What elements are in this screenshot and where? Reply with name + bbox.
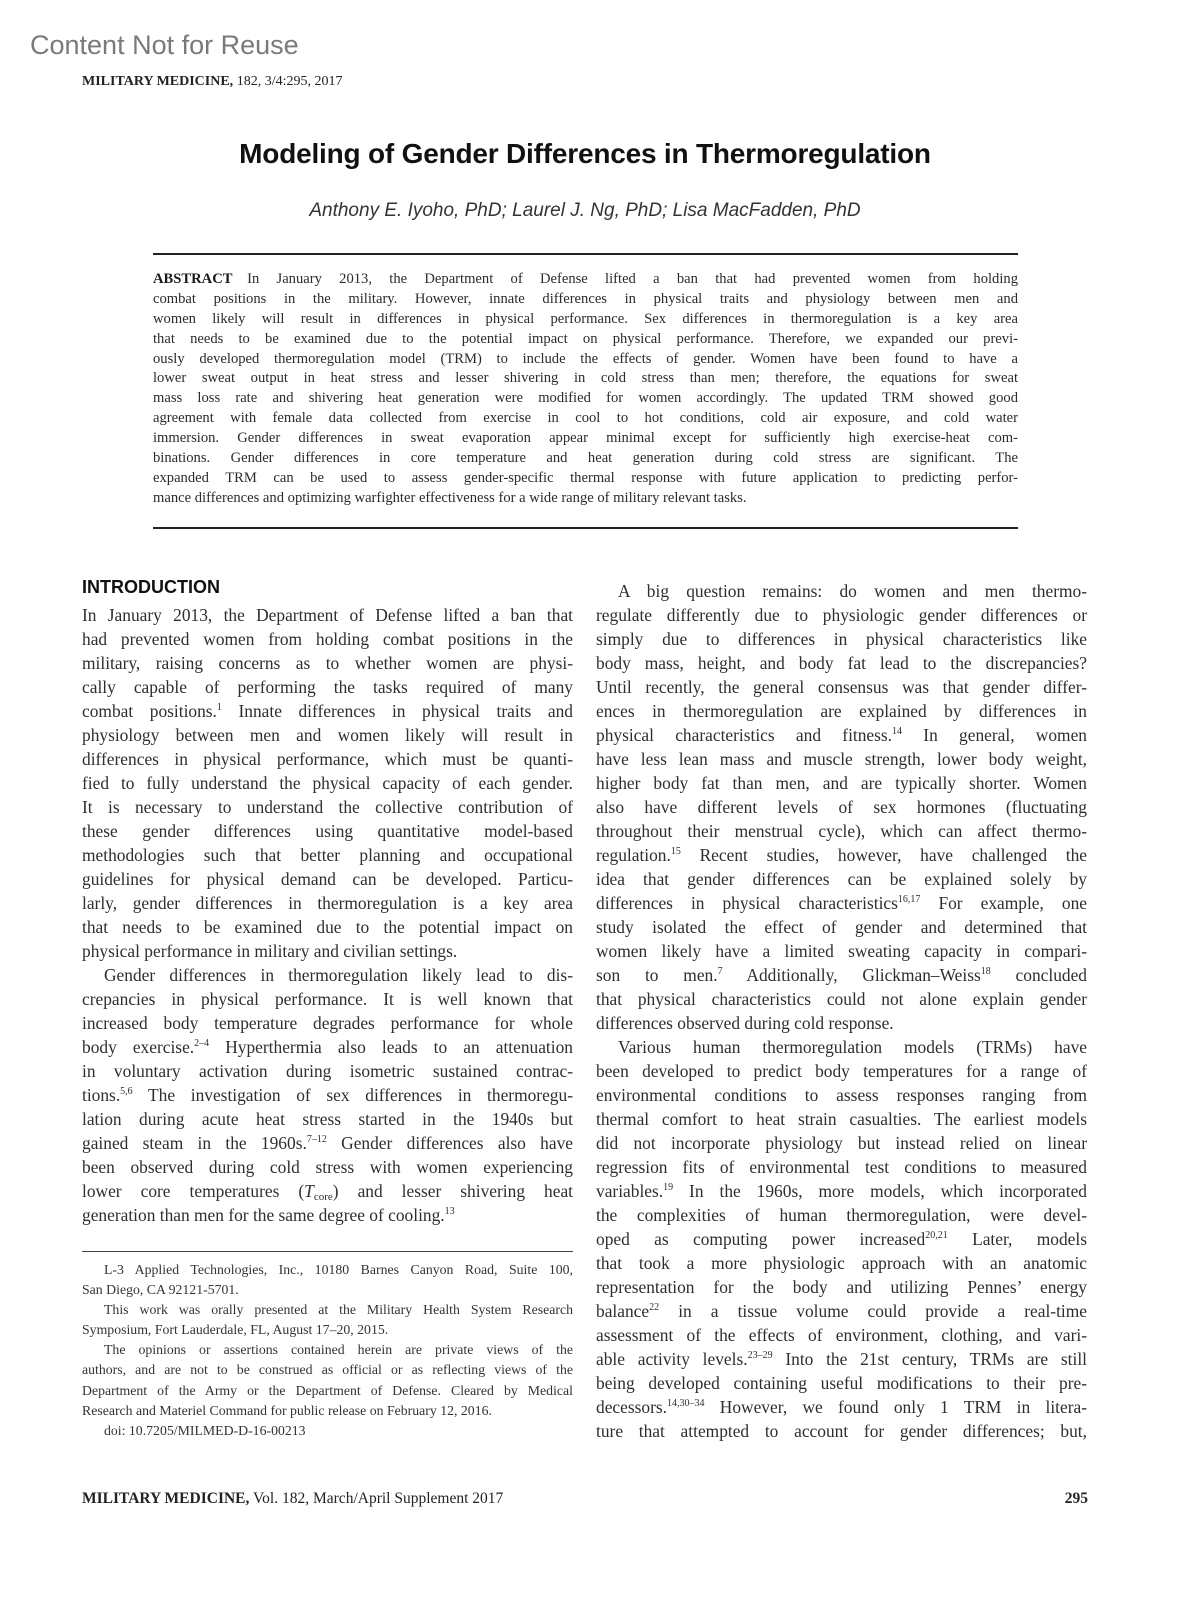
body-line — [596, 939, 1087, 963]
body-line — [596, 1299, 1087, 1323]
body-line — [596, 963, 1087, 987]
text-run: throughout their menstrual cycle), which can affect thermo- — [596, 821, 1087, 841]
text-run: It is necessary to understand the collective contribution of — [82, 797, 573, 817]
text-run: the complexities of human thermoregulation, were devel- — [596, 1205, 1087, 1225]
body-line — [596, 1107, 1087, 1131]
text-run: lower core temperatures ( — [82, 1181, 305, 1201]
body-line — [82, 723, 573, 747]
text-run: that took a more physiologic approach with an anatomic — [596, 1253, 1087, 1273]
abstract-text: women likely will result in differences in physical performance. Sex differences in thermoregulation is a key area — [153, 310, 1018, 327]
text-run: crepancies in physical performance. It is well known that — [82, 989, 573, 1009]
section-heading-introduction: INTRODUCTION — [82, 577, 220, 597]
body-line — [82, 603, 573, 627]
text-run: thermal comfort to heat strain casualties. The earliest models — [596, 1109, 1087, 1129]
body-line — [82, 987, 573, 1011]
text-run: Hyperthermia also leads to an attenuation — [209, 1037, 573, 1057]
body-line — [596, 747, 1087, 771]
text-run: cally capable of performing the tasks required of many — [82, 677, 573, 697]
footnote-line — [82, 1381, 573, 1401]
abstract-text: mass loss rate and shivering heat generation were modified for women accordingly. The updated TRM showed good — [153, 390, 1018, 407]
body-line — [596, 987, 1087, 1011]
text-run: been developed to predict body temperatures for a range of — [596, 1061, 1087, 1081]
text-run: did not incorporate physiology but instead relied on linear — [596, 1133, 1087, 1153]
body-line — [82, 1059, 573, 1083]
footnote-line — [82, 1260, 573, 1280]
math-variable: T — [304, 1181, 314, 1201]
abstract-text: that needs to be examined due to the potential impact on physical performance. Therefore, we expanded our previ- — [153, 330, 1018, 347]
running-head — [82, 74, 342, 90]
body-line — [82, 867, 573, 891]
text-run: that physical characteristics could not alone explain gender — [596, 989, 1087, 1009]
citation-ref: 13 — [444, 1206, 455, 1217]
body-line — [596, 1347, 1087, 1371]
text-run: San Diego, CA 92121-5701. — [82, 1282, 239, 1298]
body-line — [82, 627, 573, 651]
text-run: variables. — [596, 1181, 664, 1201]
text-run: representation for the body and utilizing Pennes’ energy — [596, 1277, 1087, 1297]
citation-ref: 15 — [670, 846, 681, 857]
journal-citation: 182, 3/4:295, 2017 — [233, 74, 343, 89]
body-line — [596, 891, 1087, 915]
body-line — [596, 1131, 1087, 1155]
body-line — [82, 651, 573, 675]
abstract-text: ously developed thermoregulation model (TRM) to include the effects of gender. Women have been found to have a — [153, 350, 1018, 367]
body-line — [82, 747, 573, 771]
footnote-rule — [82, 1251, 573, 1252]
abstract-text: immersion. Gender differences in sweat evaporation appear minimal except for sufficiently high exercise-heat com- — [153, 430, 1018, 447]
text-run: Additionally, Glickman–Weiss — [722, 965, 981, 985]
text-run: Gender differences also have — [326, 1133, 573, 1153]
journal-name: MILITARY MEDICINE, — [82, 74, 234, 89]
body-line — [596, 795, 1087, 819]
text-run: in voluntary activation during isometric sustained contrac- — [82, 1061, 573, 1081]
text-run: gained steam in the 1960s. — [82, 1133, 307, 1153]
text-run: Research and Materiel Command for public release on February 12, 2016. — [82, 1402, 492, 1418]
footer-journal: MILITARY MEDICINE, — [82, 1490, 250, 1507]
text-run: decessors. — [596, 1397, 667, 1417]
text-run: environmental conditions to assess responses ranging from — [596, 1085, 1087, 1105]
citation-ref: 23–29 — [747, 1350, 773, 1361]
text-run: physiology between men and women likely will result in — [82, 725, 573, 745]
footnotes — [82, 1260, 573, 1441]
abstract-label: ABSTRACT — [153, 271, 233, 287]
text-run: in a tissue volume could provide a real-time — [659, 1301, 1087, 1321]
footnote-line — [82, 1300, 573, 1320]
body-line — [596, 771, 1087, 795]
body-line — [596, 867, 1087, 891]
text-run: Recent studies, however, have challenged the — [680, 845, 1087, 865]
body-line — [596, 675, 1087, 699]
text-run: Into the 21st century, TRMs are still — [772, 1349, 1087, 1369]
body-line — [596, 1227, 1087, 1251]
abstract-text: lower sweat output in heat stress and lesser shivering in cold stress than men; therefore, the equations for sweat — [153, 370, 1018, 387]
body-line — [82, 915, 573, 939]
citation-ref: 5,6 — [120, 1086, 133, 1097]
text-run: larly, gender differences in thermoregulation is a key area — [82, 893, 573, 913]
watermark: Content Not for Reuse — [30, 30, 299, 60]
text-run: The investigation of sex differences in thermoregu- — [132, 1085, 573, 1105]
abstract-line — [153, 290, 1018, 310]
body-line — [82, 1011, 573, 1035]
text-run: ) and lesser shivering heat — [332, 1181, 573, 1201]
text-run: For example, one — [920, 893, 1087, 913]
abstract-text: mance differences and optimizing warfighter effectiveness for a wide range of military relevant tasks. — [153, 489, 747, 506]
citation-ref: 2–4 — [194, 1038, 210, 1049]
body-line — [596, 1323, 1087, 1347]
text-run: methodologies such that better planning and occupational — [82, 845, 573, 865]
footnote-line — [82, 1401, 573, 1421]
abstract-line — [153, 330, 1018, 350]
body-line — [82, 1083, 573, 1107]
citation-ref: 22 — [649, 1302, 660, 1313]
text-run: assessment of the effects of environment, clothing, and vari- — [596, 1325, 1087, 1345]
text-run: However, we found only 1 TRM in litera- — [704, 1397, 1087, 1417]
body-line — [596, 579, 1087, 603]
text-run: fied to fully understand the physical capacity of each gender. — [82, 773, 573, 793]
text-run: regulate differently due to physiologic gender differences or — [596, 605, 1087, 625]
text-run: differences in physical characteristics — [596, 893, 898, 913]
abstract-text: expanded TRM can be used to assess gender-specific thermal response with future application to predicting perfor- — [153, 469, 1018, 486]
body-line — [596, 1251, 1087, 1275]
body-line — [82, 1131, 573, 1155]
footnote-line — [82, 1280, 573, 1300]
citation-ref: 7–12 — [306, 1134, 327, 1145]
body-line — [82, 1203, 573, 1227]
footnote-line — [82, 1320, 573, 1340]
author-list: Anthony E. Iyoho, PhD; Laurel J. Ng, PhD; Lisa MacFadden, PhD — [309, 200, 861, 221]
footnote-line — [82, 1421, 573, 1441]
text-run: had prevented women from holding combat positions in the — [82, 629, 573, 649]
page-number: 295 — [1064, 1490, 1088, 1507]
citation-ref: 16,17 — [897, 894, 921, 905]
abstract-line — [153, 429, 1018, 449]
text-run: oped as computing power increased — [596, 1229, 926, 1249]
text-run: Department of the Army or the Department of Defense. Cleared by Medical — [82, 1382, 573, 1398]
text-run: Innate differences in physical traits and — [221, 701, 573, 721]
abstract-line — [153, 310, 1018, 330]
text-run: Symposium, Fort Lauderdale, FL, August 17–20, 2015. — [82, 1322, 389, 1338]
citation-ref: 14,30–34 — [667, 1398, 705, 1409]
text-run: combat positions. — [82, 701, 217, 721]
body-line — [596, 1275, 1087, 1299]
citation-ref: 7 — [717, 966, 723, 977]
abstract — [153, 270, 1018, 509]
body-line — [596, 1395, 1087, 1419]
text-run: A big question remains: do women and men thermo- — [618, 581, 1087, 601]
abstract-text: agreement with female data collected from exercise in cool to hot conditions, cold air exposure, and cold water — [153, 410, 1018, 427]
text-run: higher body fat than men, and are typically shorter. Women — [596, 773, 1087, 793]
text-run: ture that attempted to account for gender differences; but, — [596, 1421, 1087, 1441]
text-run: physical performance in military and civilian settings. — [82, 941, 458, 961]
abstract-line — [153, 350, 1018, 370]
text-run: balance — [596, 1301, 650, 1321]
text-run: physical characteristics and fitness. — [596, 725, 893, 745]
paper-title: Modeling of Gender Differences in Thermoregulation — [239, 138, 931, 169]
text-run: Later, models — [947, 1229, 1087, 1249]
body-line — [596, 627, 1087, 651]
citation-ref: 19 — [663, 1182, 674, 1193]
abstract-text: In January 2013, the Department of Defense lifted a ban that had prevented women from holding — [247, 271, 1018, 287]
abstract-line — [153, 369, 1018, 389]
body-column-right — [596, 579, 1087, 1443]
body-line — [596, 915, 1087, 939]
text-run: been observed during cold stress with women experiencing — [82, 1157, 573, 1177]
abstract-line — [153, 270, 1018, 290]
body-line — [82, 1179, 573, 1203]
abstract-line — [153, 409, 1018, 429]
footnote-line — [82, 1360, 573, 1380]
body-line — [596, 1179, 1087, 1203]
footer-issue: Vol. 182, March/April Supplement 2017 — [249, 1490, 504, 1507]
body-line — [82, 1107, 573, 1131]
text-run: military, raising concerns as to whether women are physi- — [82, 653, 573, 673]
body-line — [82, 891, 573, 915]
text-run: regression fits of environmental test conditions to measured — [596, 1157, 1087, 1177]
text-run: study isolated the effect of gender and determined that — [596, 917, 1087, 937]
abstract-text: combat positions in the military. However, innate differences in physical traits and physiology between men and — [153, 290, 1018, 307]
text-run: ences in thermoregulation are explained by differences in — [596, 701, 1087, 721]
text-run: Gender differences in thermoregulation likely lead to dis- — [104, 965, 573, 985]
body-line — [596, 1059, 1087, 1083]
body-line — [596, 1083, 1087, 1107]
citation-ref: 1 — [216, 702, 222, 713]
text-run: that needs to be examined due to the potential impact on — [82, 917, 573, 937]
body-line — [82, 1155, 573, 1179]
body-line — [596, 603, 1087, 627]
abstract-text: binations. Gender differences in core temperature and heat generation during cold stress are significant. The — [153, 450, 1018, 467]
body-line — [596, 723, 1087, 747]
text-run: these gender differences using quantitative model-based — [82, 821, 573, 841]
body-line — [82, 843, 573, 867]
body-line — [596, 1035, 1087, 1059]
text-run: The opinions or assertions contained herein are private views of the — [104, 1342, 573, 1358]
text-run: concluded — [990, 965, 1087, 985]
citation-ref: 14 — [892, 726, 903, 737]
text-run: In the 1960s, more models, which incorporated — [673, 1181, 1087, 1201]
text-run: able activity levels. — [596, 1349, 748, 1369]
text-run: Various human thermoregulation models (TRMs) have — [618, 1037, 1087, 1057]
body-line — [82, 939, 573, 963]
text-run: differences observed during cold response. — [596, 1013, 894, 1033]
subscript: core — [313, 1191, 333, 1203]
text-run: This work was orally presented at the Military Health System Research — [104, 1302, 573, 1318]
body-line — [596, 1155, 1087, 1179]
text-run: authors, and are not to be construed as official or as reflecting views of the — [82, 1362, 573, 1378]
body-column-left — [82, 603, 573, 1227]
body-line — [596, 819, 1087, 843]
text-run: have less lean mass and muscle strength, lower body weight, — [596, 749, 1087, 769]
body-line — [596, 1419, 1087, 1443]
abstract-top-rule — [153, 253, 1018, 255]
page-footer — [82, 1490, 1088, 1508]
body-line — [82, 963, 573, 987]
body-line — [596, 651, 1087, 675]
text-run: Until recently, the general consensus was that gender differ- — [596, 677, 1087, 697]
text-run: In January 2013, the Department of Defense lifted a ban that — [82, 605, 573, 625]
text-run: son to men. — [596, 965, 718, 985]
footnote-line — [82, 1340, 573, 1360]
text-run: differences in physical performance, which must be quanti- — [82, 749, 573, 769]
abstract-bottom-rule — [153, 527, 1018, 529]
citation-ref: 18 — [980, 966, 991, 977]
text-run: body mass, height, and body fat lead to the discrepancies? — [596, 653, 1087, 673]
text-run: simply due to differences in physical characteristics like — [596, 629, 1087, 649]
body-line — [596, 843, 1087, 867]
text-run: being developed containing useful modifications to their pre- — [596, 1373, 1087, 1393]
text-run: women likely have a limited sweating capacity in compari- — [596, 941, 1087, 961]
text-run: In general, women — [902, 725, 1087, 745]
text-run: also have different levels of sex hormones (fluctuating — [596, 797, 1087, 817]
text-run: guidelines for physical demand can be developed. Particu- — [82, 869, 573, 889]
body-line — [82, 1035, 573, 1059]
abstract-line — [153, 449, 1018, 469]
body-line — [82, 819, 573, 843]
body-line — [596, 1011, 1087, 1035]
citation-ref: 20,21 — [925, 1230, 948, 1241]
body-line — [596, 699, 1087, 723]
abstract-line — [153, 489, 1018, 509]
text-run: idea that gender differences can be explained solely by — [596, 869, 1087, 889]
body-line — [82, 675, 573, 699]
body-line — [596, 1203, 1087, 1227]
body-line — [82, 795, 573, 819]
text-run: lation during acute heat stress started in the 1940s but — [82, 1109, 573, 1129]
text-run: body exercise. — [82, 1037, 195, 1057]
text-run: tions. — [82, 1085, 121, 1105]
text-run: doi: 10.7205/MILMED-D-16-00213 — [104, 1422, 306, 1438]
text-run: regulation. — [596, 845, 671, 865]
abstract-line — [153, 469, 1018, 489]
body-line — [596, 1371, 1087, 1395]
text-run: increased body temperature degrades performance for whole — [82, 1013, 573, 1033]
body-line — [82, 771, 573, 795]
text-run: generation than men for the same degree of cooling. — [82, 1205, 445, 1225]
body-line — [82, 699, 573, 723]
abstract-line — [153, 389, 1018, 409]
text-run: L-3 Applied Technologies, Inc., 10180 Barnes Canyon Road, Suite 100, — [104, 1262, 573, 1277]
